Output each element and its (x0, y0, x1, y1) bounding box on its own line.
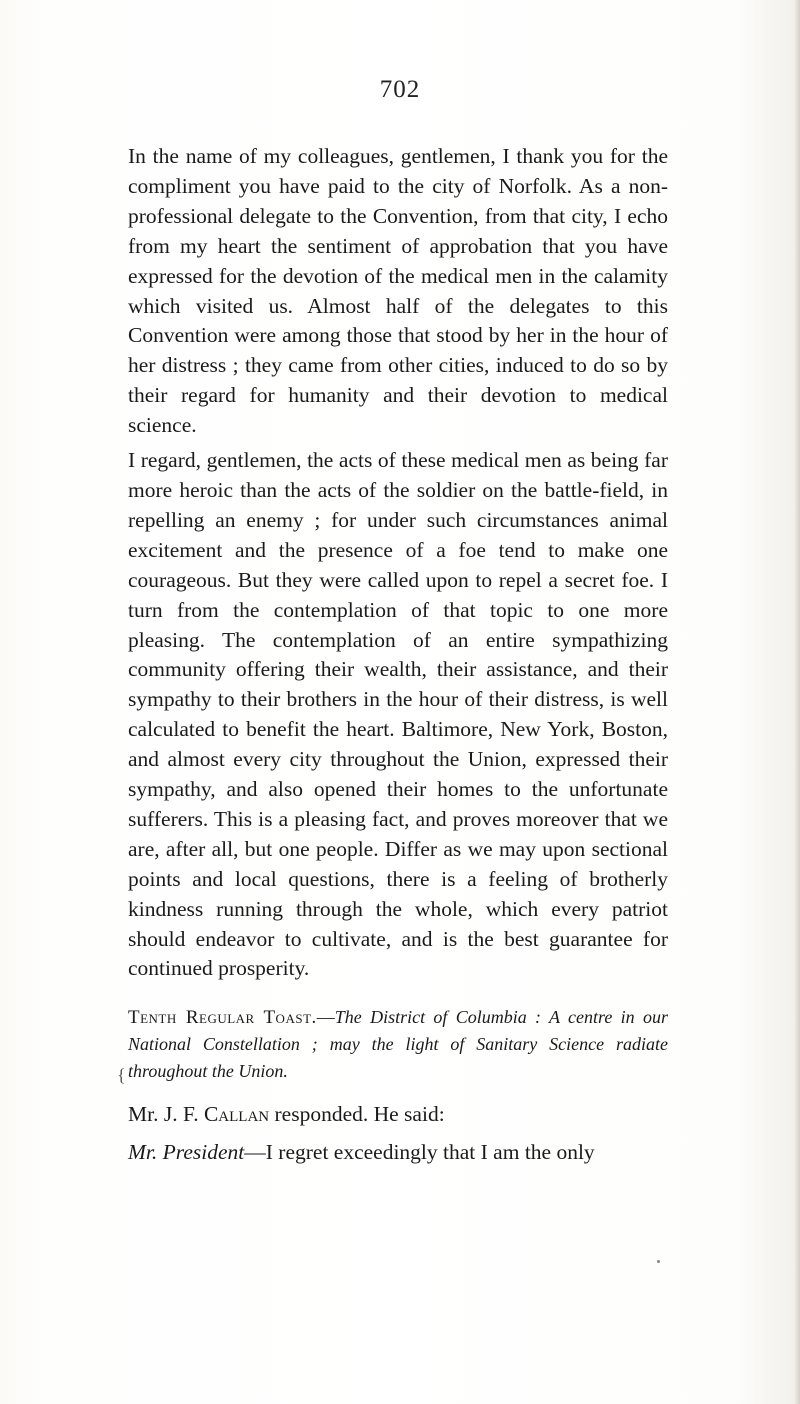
responded-line (128, 1099, 668, 1129)
paragraph-heroic-acts: I regard, gentlemen, the acts of these medical men as being far more heroic than the acts of the soldier on the battle-field, in repelling an enemy ; for under such circumstances animal excitement and the presence of a foe tend to make one courageous. But they were called upon to repel a secret foe. I turn from the contemplation of that topic to one more pleasing. The contemplation of an entire sympathizing community offering their wealth, their assistance, and their sympathy to their brothers in the hour of their distress, is well calculated to benefit the heart. Baltimore, New York, Boston, and almost every city throughout the Union, expressed their sympathy, and also opened their homes to the unfortunate sufferers. This is a pleasing fact, and proves moreover that we are, after all, but one people. Differ as we may upon sectional points and local questions, there is a feeling of brotherly kindness running through the whole, which every patriot should endeavor to cultivate, and is the best guarantee for continued prosperity. (128, 448, 668, 981)
speech-salutation: Mr. President (128, 1140, 245, 1165)
toast-dash: — (316, 1007, 335, 1028)
speech-opening (128, 1137, 668, 1167)
page-edge-shadow (794, 0, 800, 1404)
responded-prefix: Mr. J. F. (128, 1102, 204, 1127)
page-number: 702 (379, 76, 421, 103)
toast-text: The District of Columbia : A centre in our National Constellation ; may the light of Sanitary Science radiate throughout the Union. (128, 1007, 668, 1082)
responder-name: Callan (203, 1102, 270, 1127)
responded-suffix: responded. He said: (269, 1102, 445, 1127)
paragraph-norfolk: In the name of my colleagues, gentlemen, I thank you for the compliment you have paid to the city of Norfolk. As a non-professional delegate to the Convention, from that city, I echo from my heart the sentiment of approbation that you have expressed for the devotion of the medical men in the calamity which visited us. Almost half of the delegates to this Convention were among those that stood by her in the hour of her distress ; they came from other cities, induced to do so by their regard for humanity and their devotion to medical science. (128, 144, 668, 438)
toast-label: Tenth Regular Toast. (128, 1007, 317, 1029)
margin-bracket-mark: { (117, 1065, 126, 1085)
speech-text: —I regret exceedingly that I am the only (244, 1140, 595, 1165)
paper-speck (657, 1260, 660, 1263)
tenth-regular-toast (128, 1004, 668, 1085)
page-body (128, 142, 668, 1167)
